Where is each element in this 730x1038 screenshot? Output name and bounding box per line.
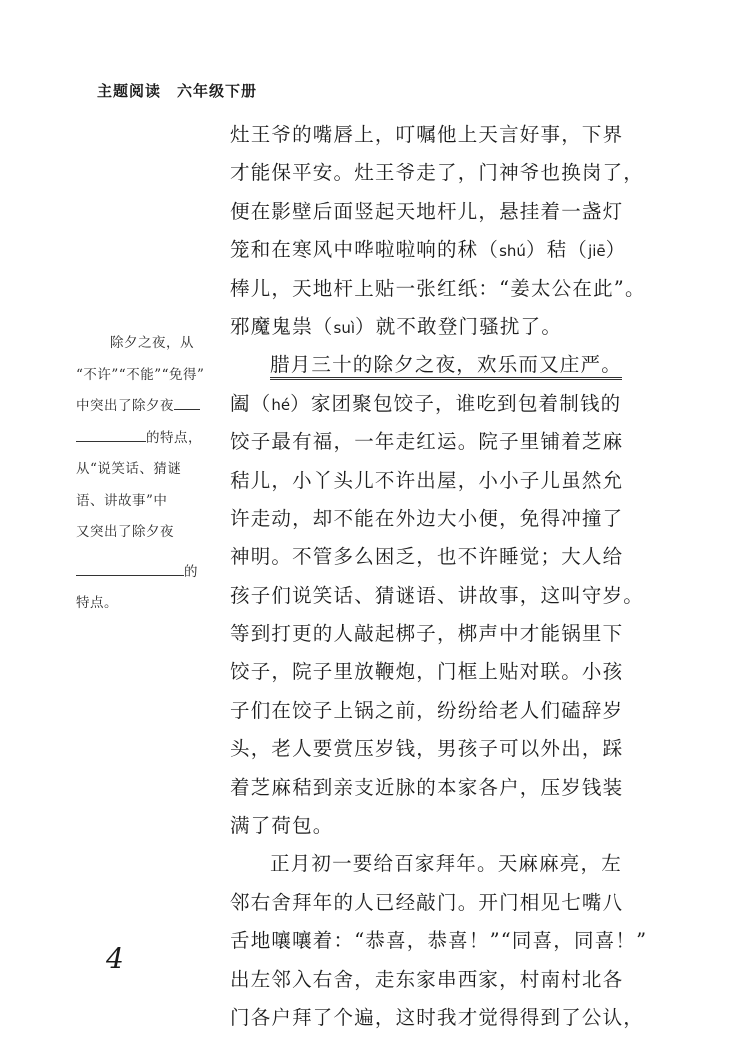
text-segment: 笼和在寒风中哗啦啦响的秫（: [230, 238, 500, 262]
text-line: [230, 308, 630, 346]
note-line: [76, 391, 206, 423]
series-title: 主题阅读: [97, 82, 162, 100]
text-line: 出左邻入右舍，走东家串西家，村南村北各: [230, 967, 624, 991]
text-line: 满了荷包。: [230, 814, 334, 838]
text-segment: ）秸（: [525, 238, 589, 262]
text-line: 孩子们说笑话、猜谜语、讲故事，这叫守岁。: [230, 583, 645, 607]
page-number: 4: [106, 942, 124, 975]
text-line: 才能保平安。灶王爷走了，门神爷也换岗了，: [230, 161, 645, 185]
pinyin-annotation: suì: [333, 318, 356, 337]
note-text: 中突出了除夕夜: [76, 398, 174, 414]
text-line: [230, 231, 630, 269]
text-line: 秸儿，小丫头儿不许出屋，小小子儿虽然允: [230, 468, 624, 492]
text-line: 着芝麻秸到亲支近脉的本家各户，压岁钱装: [230, 775, 624, 799]
text-line: 等到打更的人敲起梆子，梆声中才能锅里下: [230, 622, 624, 646]
note-line: “不许”“不能”“免得”: [76, 366, 205, 383]
note-line: 又突出了除夕夜: [76, 524, 174, 540]
pinyin-annotation: jiē: [588, 242, 606, 261]
text-line: 棒儿，天地杆上贴一张红纸：“姜太公在此”。: [230, 276, 646, 300]
text-line: 邻右舍拜年的人已经敲门。开门相见七嘴八: [230, 890, 624, 914]
text-segment: 阖（: [230, 391, 272, 415]
text-line: 舌地嚷嚷着：“恭喜，恭喜！”“同喜，同喜！”: [230, 929, 648, 953]
text-line: 子们在饺子上锅之前，纷纷给老人们磕辞岁: [230, 698, 624, 722]
fill-blank[interactable]: [76, 425, 146, 442]
note-line: 从“说笑话、猜谜: [76, 461, 182, 477]
text-line: 神明。不管多么困乏，也不许睡觉；大人给: [230, 545, 624, 569]
pinyin-annotation: shú: [499, 242, 526, 261]
running-header: [97, 80, 257, 101]
fill-blank[interactable]: [174, 393, 200, 410]
underlined-sentence: 腊月三十的除夕之夜，欢乐而又庄严。: [270, 353, 622, 380]
text-line: 饺子最有福，一年走红运。院子里铺着芝麻: [230, 430, 624, 454]
note-line: 特点。: [76, 595, 118, 611]
text-segment: ）家团聚包饺子，谁吃到包着制钱的: [290, 391, 622, 415]
text-line: [230, 346, 630, 384]
text-segment: 邪魔鬼祟（: [230, 314, 334, 338]
text-line: 正月初一要给百家拜年。天麻麻亮，左: [270, 852, 622, 876]
note-text: 的: [184, 563, 198, 580]
text-line: 便在影壁后面竖起天地杆儿，悬挂着一盏灯: [230, 199, 624, 223]
text-line: [230, 385, 630, 423]
margin-annotation: [76, 328, 206, 620]
text-line: 饺子，院子里放鞭炮，门框上贴对联。小孩: [230, 660, 624, 684]
note-line: 除夕之夜，从: [110, 335, 194, 351]
fill-blank[interactable]: [76, 559, 184, 576]
text-line: 许走动，却不能在外边大小便，免得冲撞了: [230, 506, 624, 530]
main-text: [230, 116, 648, 1037]
text-line: 头，老人要赏压岁钱，男孩子可以外出，踩: [230, 737, 624, 761]
text-line: 门各户拜了个遍，这时我才觉得得到了公认，: [230, 1005, 645, 1029]
note-line: [76, 557, 206, 589]
note-line: 语、讲故事”中: [76, 492, 168, 509]
text-segment: ）: [605, 238, 627, 262]
text-segment: ）就不敢登门骚扰了。: [355, 314, 563, 338]
note-line: [76, 423, 206, 455]
note-text: 的特点，: [146, 429, 202, 446]
text-line: 灶王爷的嘴唇上，叮嘱他上天言好事，下界: [230, 123, 624, 146]
pinyin-annotation: hé: [271, 395, 291, 414]
volume-title: 六年级下册: [177, 82, 258, 100]
